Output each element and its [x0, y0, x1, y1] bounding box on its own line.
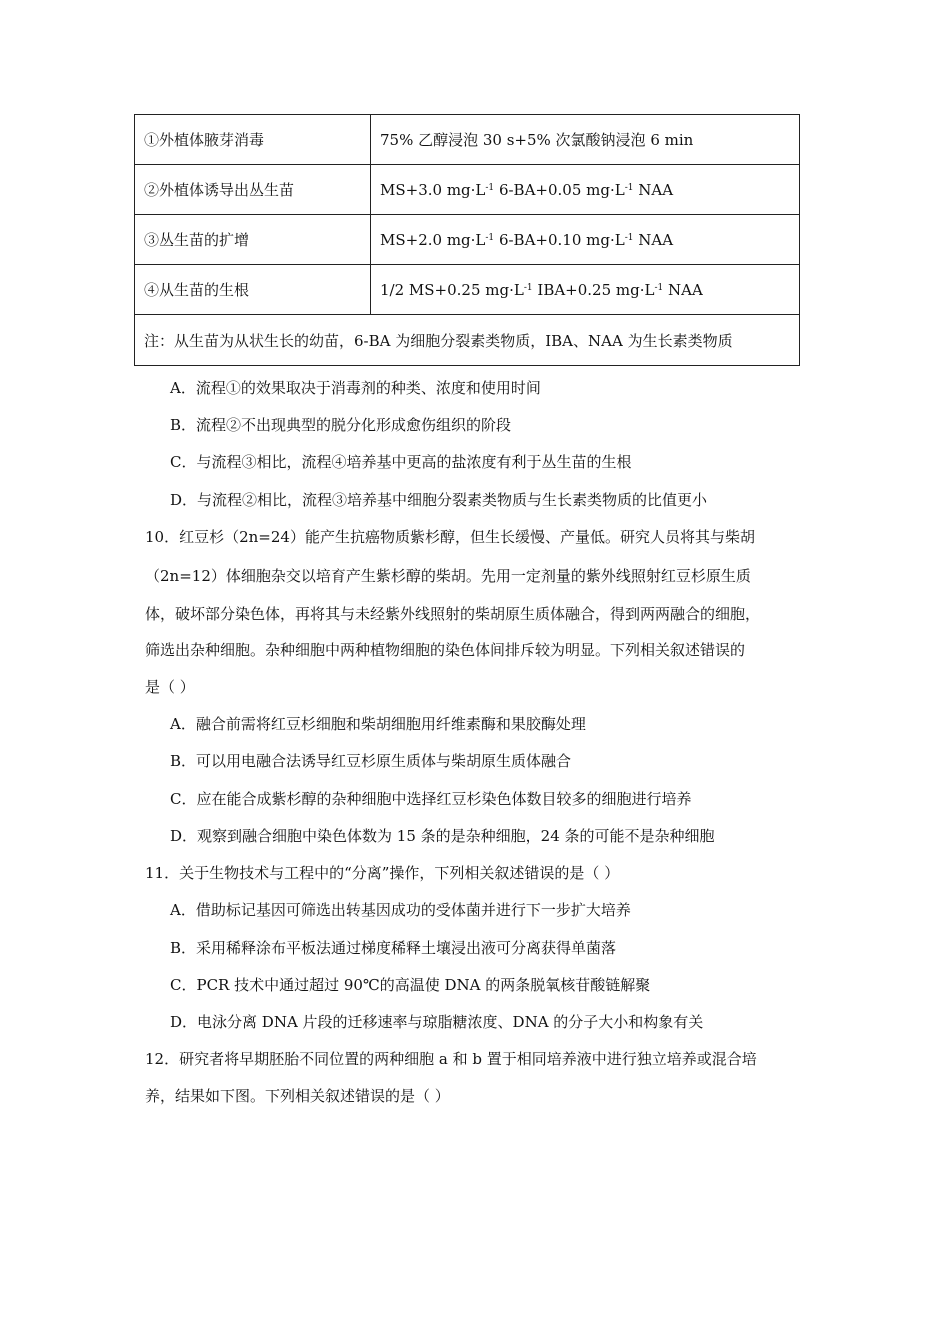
- q11-option-d: D．电泳分离 DNA 片段的迁移速率与琼脂糖浓度、DNA 的分子大小和构象有关: [170, 1013, 704, 1031]
- step-cell: ②外植体诱导出丛生苗: [135, 165, 371, 215]
- q10-stem-line: 10．红豆杉（2n=24）能产生抗癌物质紫杉醇，但生长缓慢、产量低。研究人员将其与柴胡: [145, 528, 755, 546]
- q9-option-d: D．与流程②相比，流程③培养基中细胞分裂素类物质与生长素类物质的比值更小: [170, 491, 708, 509]
- step-cell: ④从生苗的生根: [135, 265, 371, 315]
- q12-stem-line: 养，结果如下图。下列相关叙述错误的是（ ）: [145, 1087, 450, 1105]
- q12-stem-line: 12．研究者将早期胚胎不同位置的两种细胞 a 和 b 置于相同培养液中进行独立培养或混合培: [145, 1050, 757, 1068]
- q11-option-b: B．采用稀释涂布平板法通过梯度稀释土壤浸出液可分离获得单菌落: [170, 939, 617, 957]
- q11-stem: 11．关于生物技术与工程中的“分离”操作，下列相关叙述错误的是（ ）: [145, 864, 620, 882]
- table-row: [135, 265, 800, 315]
- q10-stem-line: 筛选出杂种细胞。杂种细胞中两种植物细胞的染色体间排斥较为明显。下列相关叙述错误的: [145, 641, 746, 659]
- content-cell: MS+2.0 $mg\cdot L^{-1}$ 6-BA+0.10 $mg\cdot L^{-1}$ NAA: [371, 215, 800, 265]
- q10-stem-line: 是（ ）: [145, 678, 195, 696]
- table-note-row: [135, 315, 800, 366]
- q10-stem-line: 体，破坏部分染色体，再将其与未经紫外线照射的柴胡原生质体融合，得到两两融合的细胞，: [145, 605, 761, 623]
- table-note: 注：从生苗为从状生长的幼苗，6-BA 为细胞分裂素类物质，IBA、NAA 为生长素类物质: [135, 315, 800, 366]
- q9-option-a: A．流程①的效果取决于消毒剂的种类、浓度和使用时间: [170, 379, 541, 397]
- q10-option-d: D．观察到融合细胞中染色体数为 15 条的是杂种细胞，24 条的可能不是杂种细胞: [170, 827, 715, 845]
- table-row: [135, 215, 800, 265]
- protocol-table: [134, 114, 800, 366]
- q11-option-c: C．PCR 技术中通过超过 90℃的高温使 DNA 的两条脱氧核苷酸链解聚: [170, 976, 651, 994]
- content-cell: 1/2 MS+0.25 $mg\cdot L^{-1}$ IBA+0.25 $mg\cdot L^{-1}$ NAA: [371, 265, 800, 315]
- content-cell: MS+3.0 $mg\cdot L^{-1}$ 6-BA+0.05 $mg\cdot L^{-1}$ NAA: [371, 165, 800, 215]
- q9-option-c: C．与流程③相比，流程④培养基中更高的盐浓度有利于丛生苗的生根: [170, 453, 632, 471]
- q9-option-b: B．流程②不出现典型的脱分化形成愈伤组织的阶段: [170, 416, 512, 434]
- content-cell: 75% 乙醇浸泡 30 s+5% 次氯酸钠浸泡 6 min: [371, 115, 800, 165]
- step-cell: ③丛生苗的扩增: [135, 215, 371, 265]
- q10-option-c: C．应在能合成紫杉醇的杂种细胞中选择红豆杉染色体数目较多的细胞进行培养: [170, 790, 692, 808]
- q10-option-a: A．融合前需将红豆杉细胞和柴胡细胞用纤维素酶和果胶酶处理: [170, 715, 586, 733]
- table-row: [135, 165, 800, 215]
- q10-stem-line: （2n=12）体细胞杂交以培育产生紫杉醇的柴胡。先用一定剂量的紫外线照射红豆杉原生质: [145, 567, 751, 585]
- q11-option-a: A．借助标记基因可筛选出转基因成功的受体菌并进行下一步扩大培养: [170, 901, 631, 919]
- q10-option-b: B．可以用电融合法诱导红豆杉原生质体与柴胡原生质体融合: [170, 752, 572, 770]
- step-cell: ①外植体腋芽消毒: [135, 115, 371, 165]
- table-row: [135, 115, 800, 165]
